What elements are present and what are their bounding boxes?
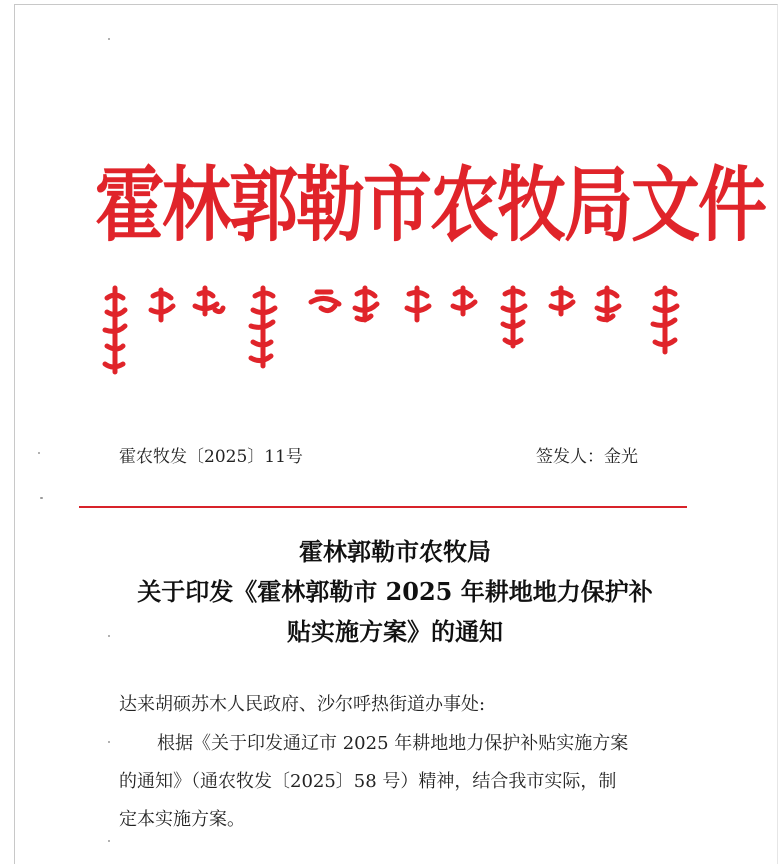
signer: 签发人：金光 — [536, 447, 638, 467]
notice-title — [90, 532, 700, 652]
body-line: 定本实施方案。 — [119, 809, 245, 830]
body-line: 的通知》（通农牧发〔2025〕58 号）精神，结合我市实际，制 — [119, 771, 617, 792]
document-number: 霍农牧发〔2025〕11号 — [119, 447, 303, 467]
red-divider — [79, 506, 687, 508]
scan-speck — [38, 452, 40, 454]
body-line: 根据《关于印发通辽市 2025 年耕地地力保护补贴实施方案 — [157, 733, 629, 754]
notice-title-line: 贴实施方案》的通知 — [287, 617, 503, 646]
scan-speck — [108, 741, 110, 743]
addressee: 达来胡硕苏木人民政府、沙尔呼热街道办事处: — [119, 694, 486, 715]
scan-speck — [40, 497, 43, 499]
scan-speck — [108, 38, 110, 40]
notice-title-line: 关于印发《霍林郭勒市 2025 年耕地地力保护补 — [137, 577, 653, 606]
notice-title-line: 霍林郭勒市农牧局 — [299, 537, 491, 566]
issuing-authority-title: 霍林郭勒市农牧局文件 — [95, 157, 765, 254]
mongolian-script-graphic — [95, 280, 695, 380]
scan-speck — [108, 840, 110, 842]
mongolian-script-title — [95, 280, 695, 380]
body-paragraph — [119, 725, 694, 839]
